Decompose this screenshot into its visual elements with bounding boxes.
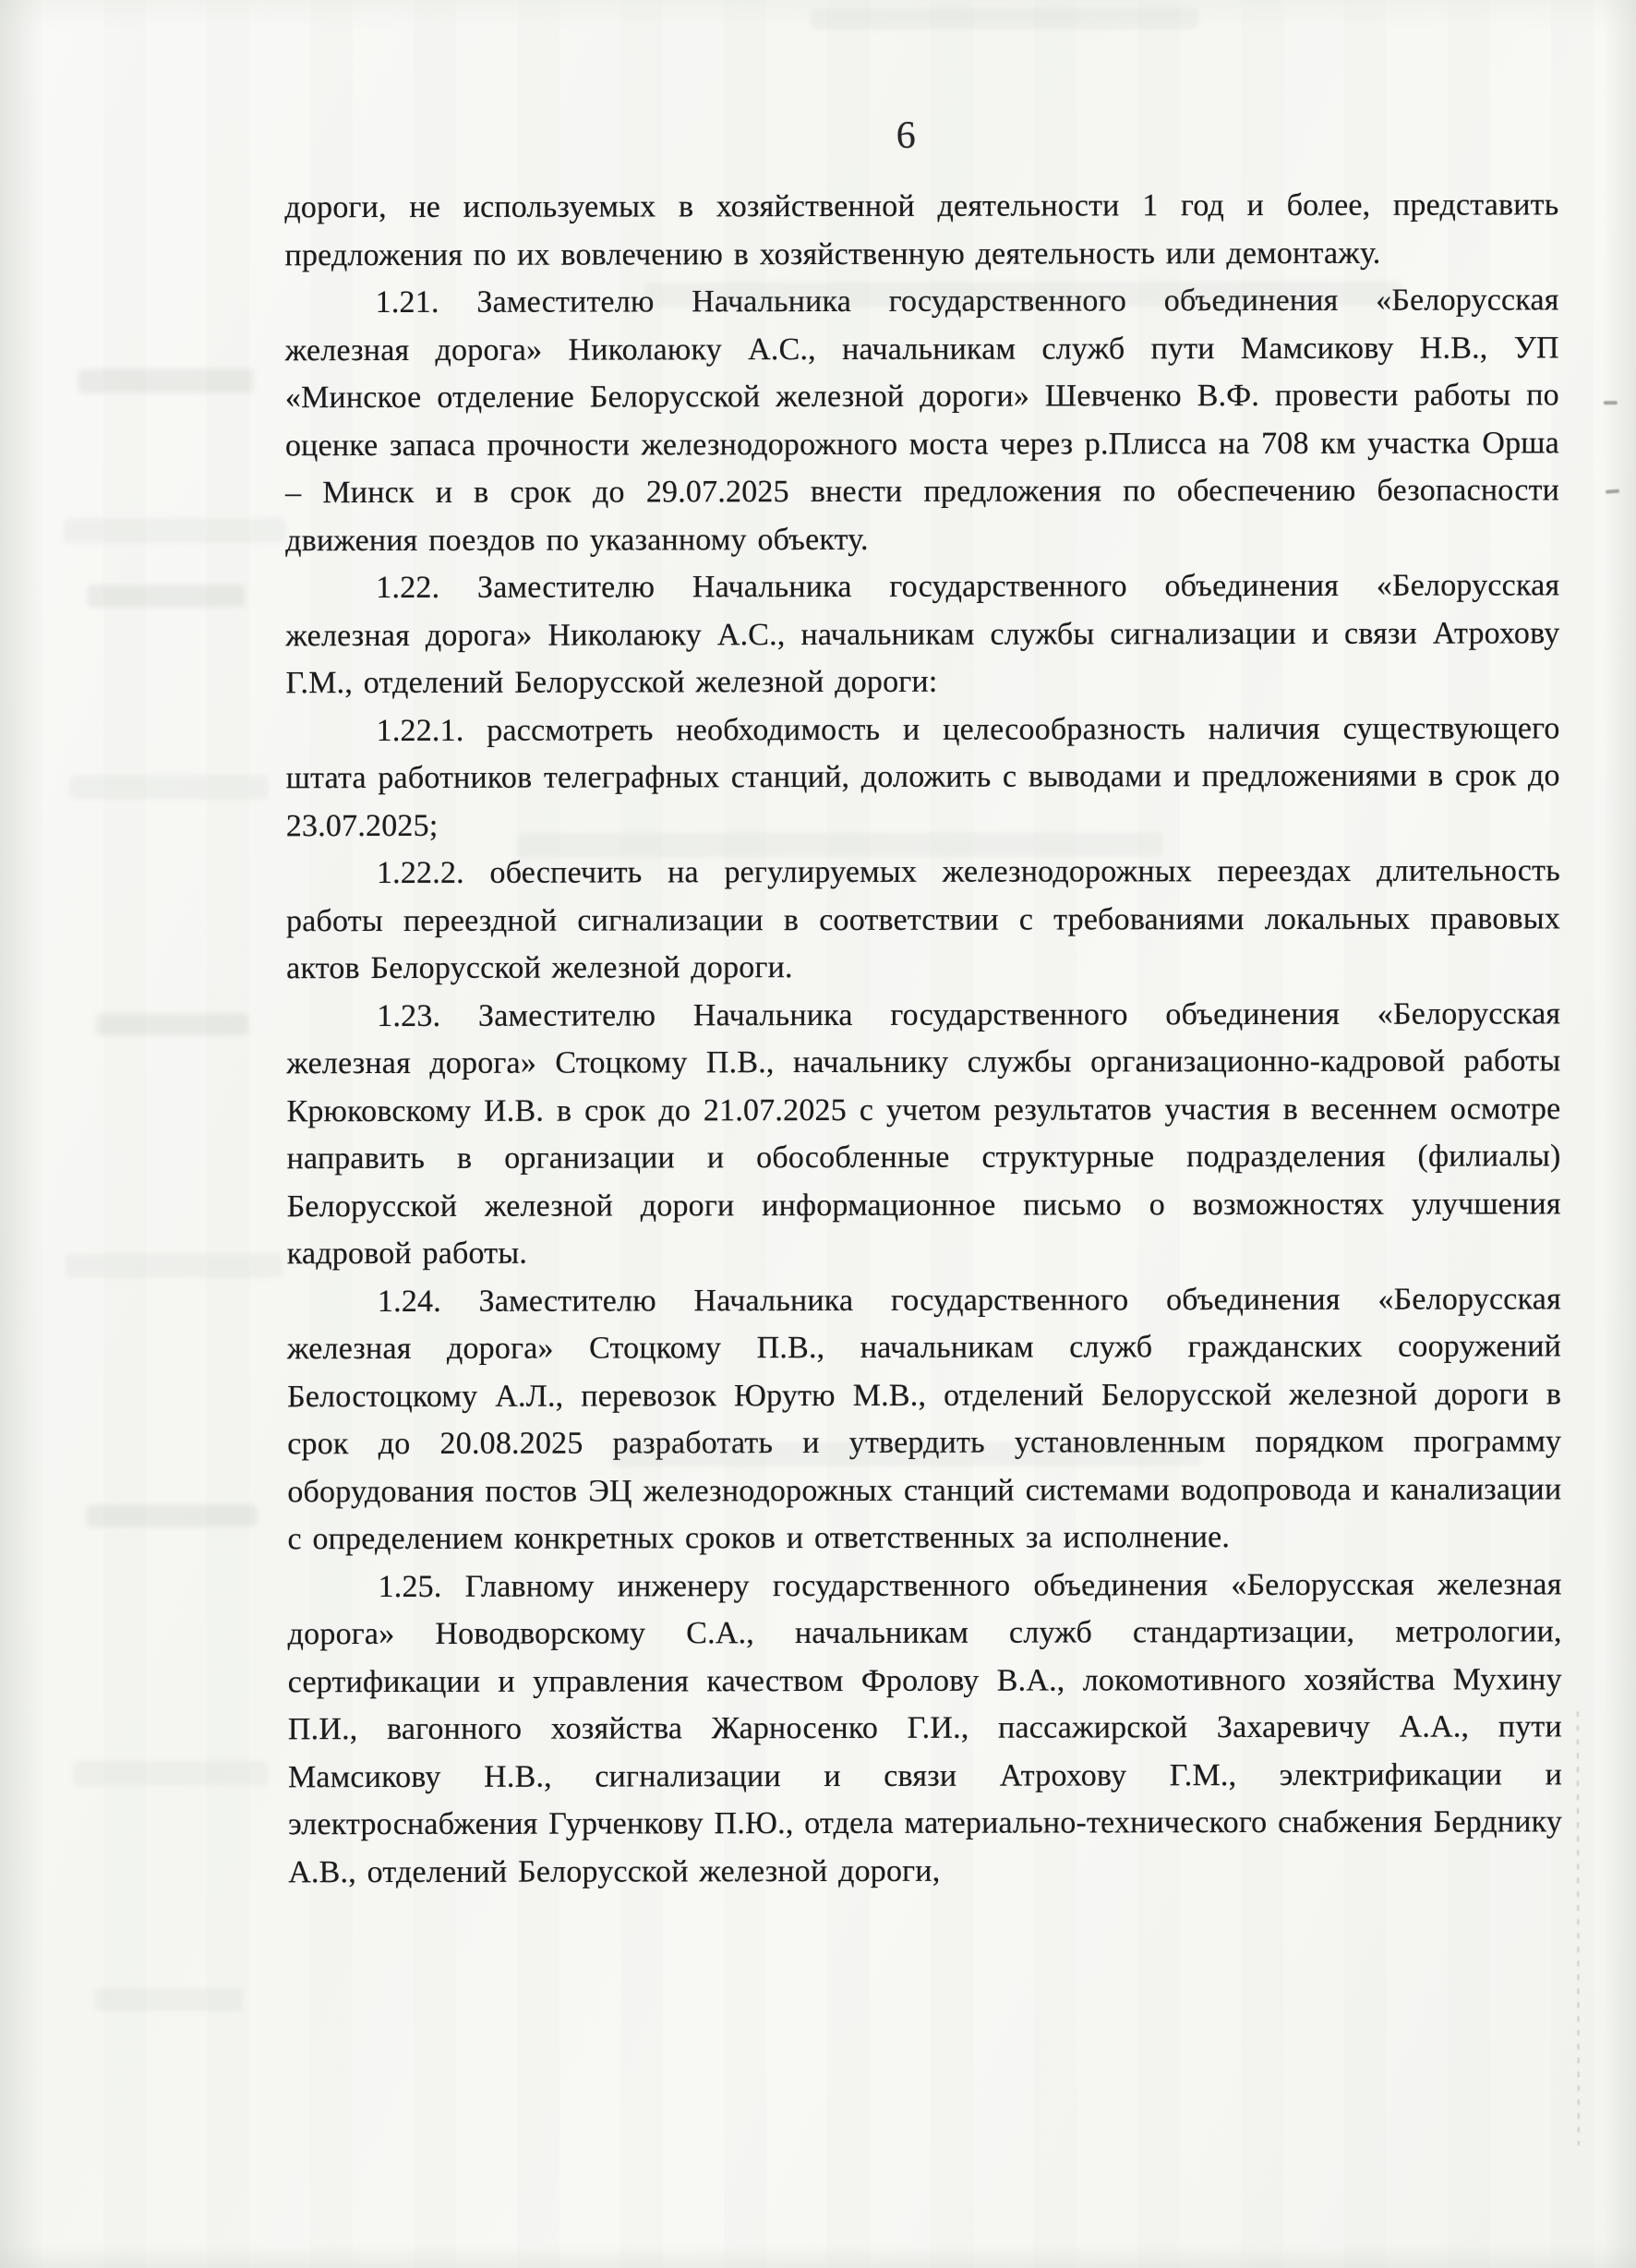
scan-fold-dash bbox=[1606, 489, 1619, 494]
document-body bbox=[284, 181, 1562, 1896]
bleed-through-mark bbox=[94, 1988, 242, 2010]
bleed-through-mark bbox=[88, 585, 245, 607]
paragraph-item-1-22: 1.22. Заместителю Начальника государственного объединения «Белорусская железная дорога» Николаюку А.С., начальникам службы сигнализации и связи Атрохову Г.М., отделений Белорусской железной дороги: bbox=[285, 568, 1560, 701]
paragraph-item-1-23: 1.23. Заместителю Начальника государственного объединения «Белорусская железная дорога» Стоцкому П.В., начальнику службы организационно-кадровой работы Крюковскому И.В. в срок до 21.07.2025 с учетом результатов участия в весеннем осмотре направить в организации и обособленные структурные подразделения (филиалы) Белорусской железной дороги информационное письмо о возможностях улучшения кадровой работы. bbox=[286, 995, 1561, 1272]
paragraph-intro-continuation: дороги, не используемых в хозяйственной деятельности 1 год и более, представить предложения по их вовлечению в хозяйственную деятельность или демонтажу. bbox=[284, 187, 1559, 272]
paragraph-item-1-25: 1.25. Главному инженеру государственного объединения «Белорусская железная дорога» Новодворскому С.А., начальникам служб стандартизации, метрологии, сертификации и управления качеством Фролову В.А., локомотивного хозяйства Мухину П.И., вагонного хозяйства Жарносенко Г.И., пассажирской Захаревичу А.А., пути Мамсикову Н.В., сигнализации и связи Атрохову Г.М., электрификации и электроснабжения Гурченкову П.Ю., отдела материально-технического снабжения Берднику А.В., отделений Белорусской железной дороги, bbox=[287, 1566, 1563, 1889]
bleed-through-mark bbox=[86, 1504, 257, 1526]
bleed-through-mark bbox=[74, 1761, 268, 1785]
bleed-through-mark bbox=[64, 518, 285, 543]
page-number: 6 bbox=[896, 114, 916, 157]
bleed-through-mark bbox=[78, 368, 254, 392]
paragraph-item-1-21: 1.21. Заместителю Начальника государственного объединения «Белорусская железная дорога» Николаюку А.С., начальникам служб пути Мамсикову Н.В., УП «Минское отделение Белорусской железной дороги» Шевченко В.Ф. провести работы по оценке запаса прочности железнодорожного моста через р.Плисса на 708 км участка Орша – Минск и в срок до 29.07.2025 внести предложения по обеспечению безопасности движения поездов по указанному объекту. bbox=[284, 283, 1560, 558]
bleed-through-mark bbox=[96, 1013, 248, 1035]
paragraph-item-1-24: 1.24. Заместителю Начальника государственного объединения «Белорусская железная дорога» Стоцкому П.В., начальникам служб гражданских сооружений Белостоцкому А.Л., перевозок Юрутю М.В., отделений Белорусской железной дороги в срок до 20.08.2025 разработать и утвердить установленным порядком программу оборудования постов ЭЦ железнодорожных станций системами водопровода и канализации с определением конкретных сроков и ответственных за исполнение. bbox=[286, 1281, 1562, 1557]
page-edge-shadow bbox=[0, 2244, 1636, 2268]
scan-fold-line bbox=[1577, 1711, 1580, 2145]
paragraph-item-1-22-1: 1.22.1. рассмотреть необходимость и целесообразность наличия существующего штата работников телеграфных станций, доложить с выводами и предложениями в срок до 23.07.2025; bbox=[285, 710, 1560, 843]
paragraph-item-1-22-2: 1.22.2. обеспечить на регулируемых железнодорожных переездах длительность работы переездной сигнализации в соответствии с требованиями локальных правовых актов Белорусской железной дороги. bbox=[285, 853, 1561, 986]
bleed-through-mark bbox=[811, 8, 1198, 30]
bleed-through-mark bbox=[70, 775, 269, 799]
bleed-through-mark bbox=[66, 1253, 283, 1277]
scan-fold-dash bbox=[1604, 401, 1618, 404]
